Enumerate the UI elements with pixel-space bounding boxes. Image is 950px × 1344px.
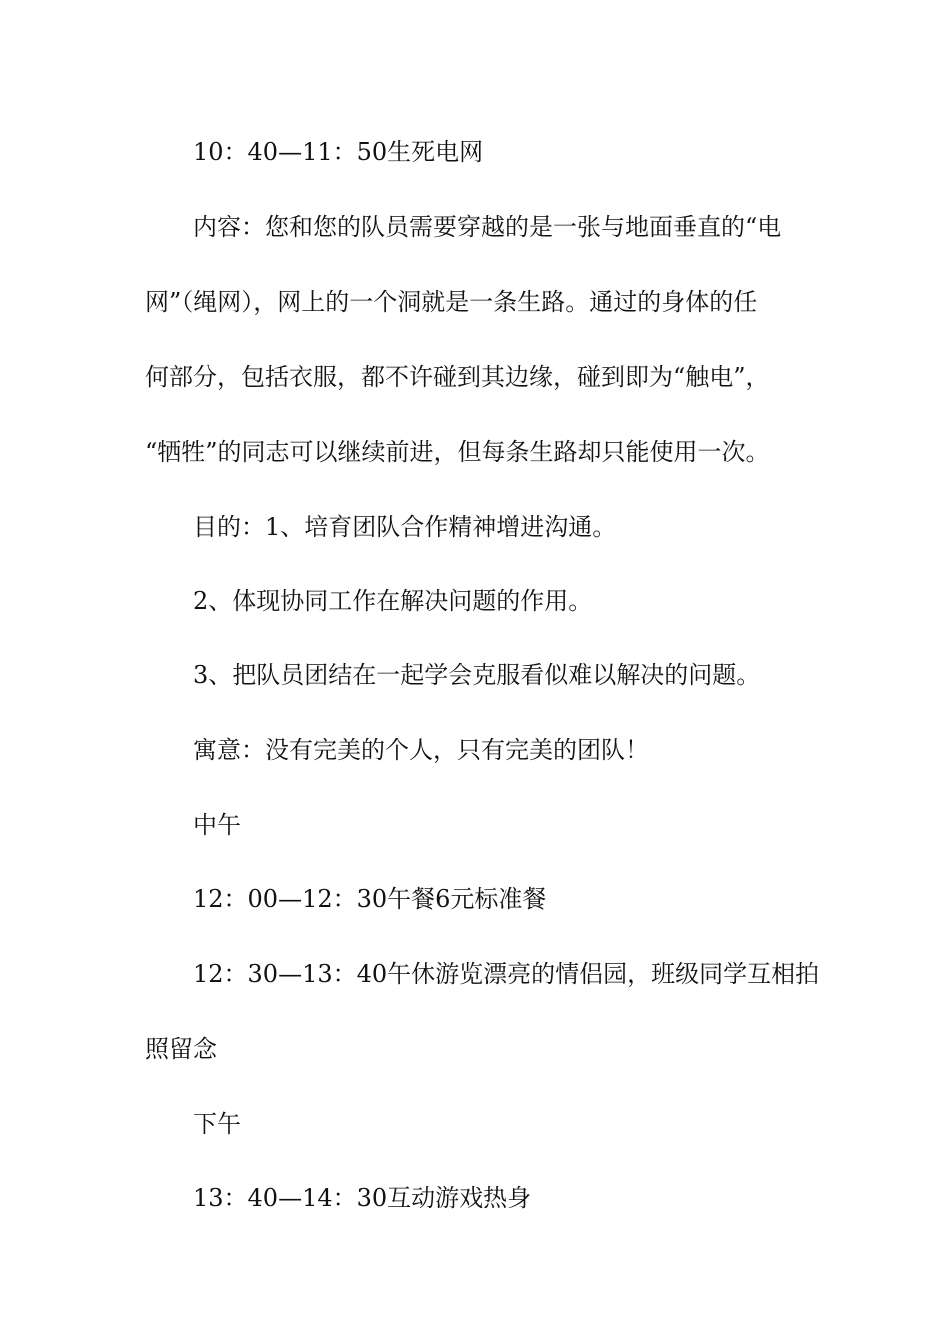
section-heading-afternoon: 下午 [193,1110,241,1138]
schedule-line-rest-1: 12：30—13：40午休游览漂亮的情侣园，班级同学互相拍 [193,960,820,988]
content-paragraph-line-1: 内容：您和您的队员需要穿越的是一张与地面垂直的“电 [193,213,782,241]
purpose-line-2: 2、体现协同工作在解决问题的作用。 [193,587,593,615]
meaning-line: 寓意：没有完美的个人，只有完美的团队！ [193,736,649,764]
content-paragraph-line-3: 何部分，包括衣服，都不许碰到其边缘，碰到即为“触电”， [145,363,770,391]
schedule-line-electric-net: 10：40—11：50生死电网 [193,138,484,166]
purpose-line-3: 3、把队员团结在一起学会克服看似难以解决的问题。 [193,661,761,689]
section-heading-noon: 中午 [193,811,241,839]
schedule-line-warmup: 13：40—14：30互动游戏热身 [193,1184,532,1212]
content-paragraph-line-2: 网”（绳网），网上的一个洞就是一条生路。通过的身体的任 [145,288,758,316]
schedule-line-rest-2: 照留念 [145,1035,217,1063]
purpose-line-1: 目的：1、培育团队合作精神增进沟通。 [193,513,617,541]
content-paragraph-line-4: “牺牲”的同志可以继续前进，但每条生路却只能使用一次。 [145,438,770,466]
schedule-line-lunch: 12：00—12：30午餐6元标准餐 [193,885,547,913]
